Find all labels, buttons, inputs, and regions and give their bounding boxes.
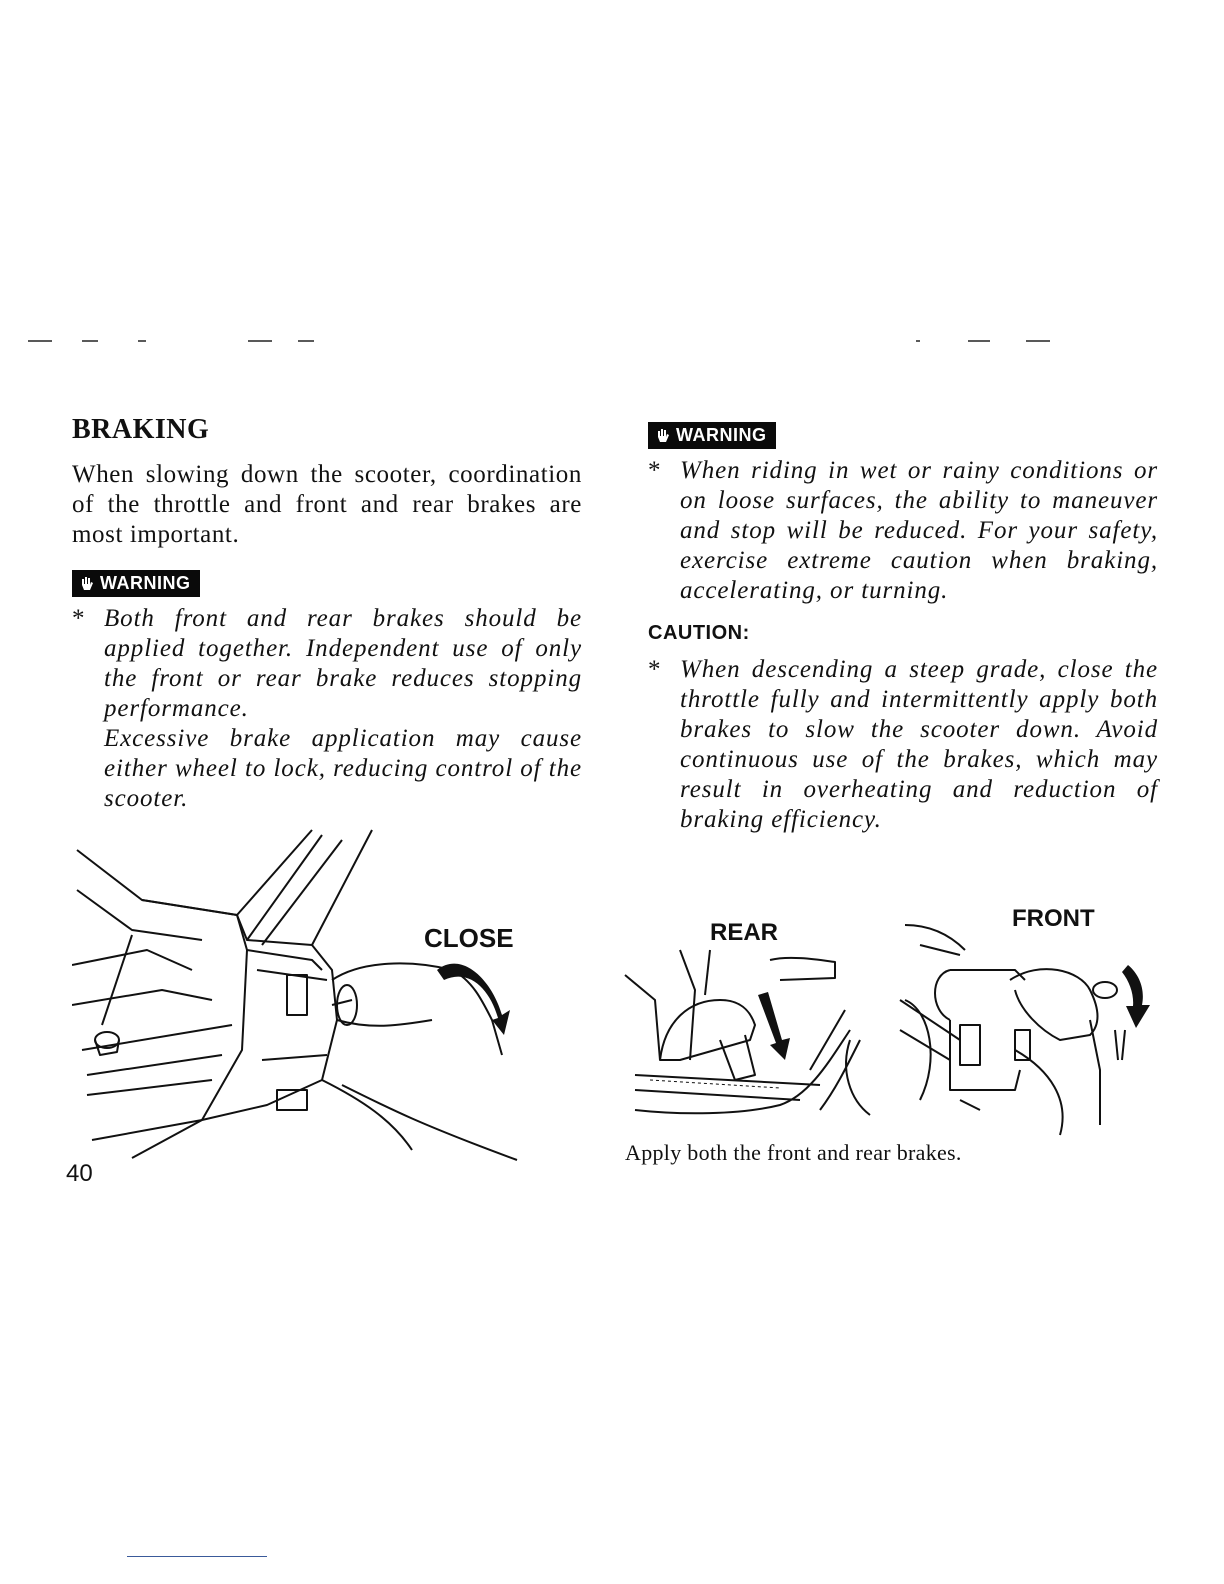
bottom-rule (127, 1556, 267, 1557)
hand-icon (78, 575, 96, 593)
right-column (648, 422, 1158, 835)
right-warning-item (648, 456, 1158, 606)
bullet-star: * (648, 456, 662, 484)
throttle-close-illustration (72, 820, 522, 1165)
braking-heading: BRAKING (72, 414, 210, 445)
caution-heading: CAUTION: (648, 621, 750, 644)
caution-item (648, 655, 1158, 835)
left-warning-text-1: Both front and rear brakes should be applied together. Independent use of only the front or rear brake reduces stopping performance. (104, 604, 582, 722)
right-warning-text: When riding in wet or rainy conditions or on loose surfaces, the ability to maneuver and stop will be reduced. For your safety, exercise extreme caution when braking, accelerating, or turning. (680, 456, 1158, 604)
left-warning-block (72, 570, 582, 814)
caution-text: When descending a steep grade, close the throttle fully and intermittently apply both brakes to slow the scooter down. Avoid continuous use of the brakes, which may result in overheating and reduction of braking efficiency. (680, 655, 1158, 833)
front-label: FRONT (1012, 905, 1095, 932)
close-arrow-icon (437, 964, 510, 1035)
left-warning-label: WARNING (100, 573, 191, 593)
front-arrow-icon (1122, 965, 1150, 1028)
left-warning-badge (72, 570, 200, 597)
left-warning-item (72, 604, 582, 814)
left-warning-text-2: Excessive brake application may cause either wheel to lock, reducing control of the scooter. (104, 724, 582, 812)
figure-caption: Apply both the front and rear brakes. (625, 1140, 962, 1165)
rear-label: REAR (710, 919, 779, 946)
top-dash-decoration (0, 337, 1224, 345)
bullet-star: * (648, 655, 662, 683)
page-number: 40 (66, 1160, 93, 1187)
rear-arrow-icon (758, 992, 790, 1060)
braking-paragraph: When slowing down the scooter, coordination of the throttle and front and rear brakes are most important. (72, 461, 582, 548)
right-warning-label: WARNING (676, 425, 767, 445)
hand-icon (654, 427, 672, 445)
rear-front-brake-illustration (620, 900, 1160, 1145)
right-warning-badge (648, 422, 776, 449)
left-column (72, 414, 582, 814)
bullet-star: * (72, 604, 86, 632)
close-label: CLOSE (424, 923, 514, 953)
